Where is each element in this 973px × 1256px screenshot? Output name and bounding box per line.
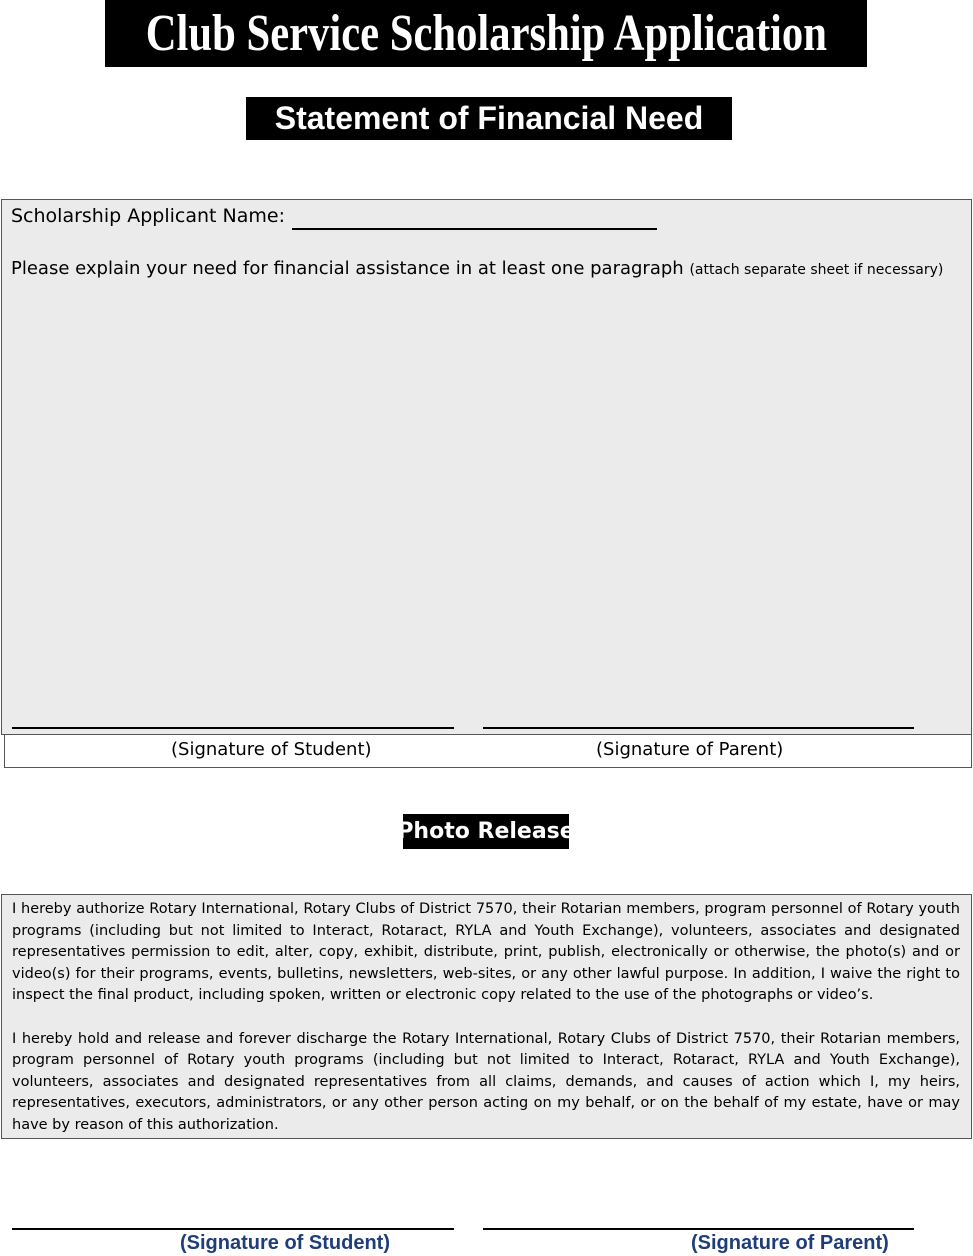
release-parent-signature-line[interactable] bbox=[483, 1228, 914, 1230]
release-student-signature-line[interactable] bbox=[12, 1228, 454, 1230]
page-title-text: Club Service Scholarship Application bbox=[145, 5, 827, 62]
signature-caption-row bbox=[4, 734, 972, 768]
section-title-photo-release: Photo Release bbox=[403, 814, 569, 849]
release-paragraph-authorize: I hereby authorize Rotary International, Rotary Clubs of District 7570, their Rotarian members, program personnel of Rotary youth programs (including but not limited to Interact, Rotaract, RYLA and Youth Exchange), volunteers, associates and designated representatives permission to edit, alter, copy, exhibit, distribute, print, publish, electronically or otherwise, the photo(s) and or video(s) for their programs, events, bulletins, newsletters, web-sites, or any other lawful purpose. In addition, I waive the right to inspect the final product, including spoken, written or electronic copy related to the use of the photographs or video’s. bbox=[12, 901, 960, 1004]
financial-need-prompt bbox=[11, 258, 943, 279]
applicant-name-field[interactable] bbox=[292, 228, 657, 230]
release-student-signature-caption: (Signature of Student) bbox=[180, 1232, 390, 1254]
parent-signature-line[interactable] bbox=[483, 727, 914, 729]
release-parent-signature-caption: (Signature of Parent) bbox=[691, 1232, 889, 1254]
release-paragraph-discharge: I hereby hold and release and forever discharge the Rotary International, Rotary Clubs of District 7570, their Rotarian members, program personnel of Rotary youth programs (including but not limited to Interact, Rotaract, RYLA and Youth Exchange), volunteers, associates and designated representatives from all claims, demands, and causes of action which I, my heirs, representatives, executors, administrators, or any other person acting on my behalf, or on the behalf of my estate, have or may have by reason of this authorization. bbox=[12, 1030, 960, 1133]
section-title-financial-need: Statement of Financial Need bbox=[246, 97, 732, 140]
student-signature-line[interactable] bbox=[12, 727, 454, 729]
page-title bbox=[105, 0, 867, 67]
financial-need-prompt-text: Please explain your need for financial assistance in at least one paragraph bbox=[11, 258, 684, 279]
financial-need-box[interactable] bbox=[1, 199, 972, 735]
financial-need-prompt-note: (attach separate sheet if necessary) bbox=[689, 262, 944, 278]
student-signature-caption: (Signature of Student) bbox=[171, 739, 372, 760]
photo-release-text bbox=[12, 899, 960, 1137]
parent-signature-caption: (Signature of Parent) bbox=[596, 739, 784, 760]
applicant-name-label: Scholarship Applicant Name: bbox=[11, 205, 285, 227]
